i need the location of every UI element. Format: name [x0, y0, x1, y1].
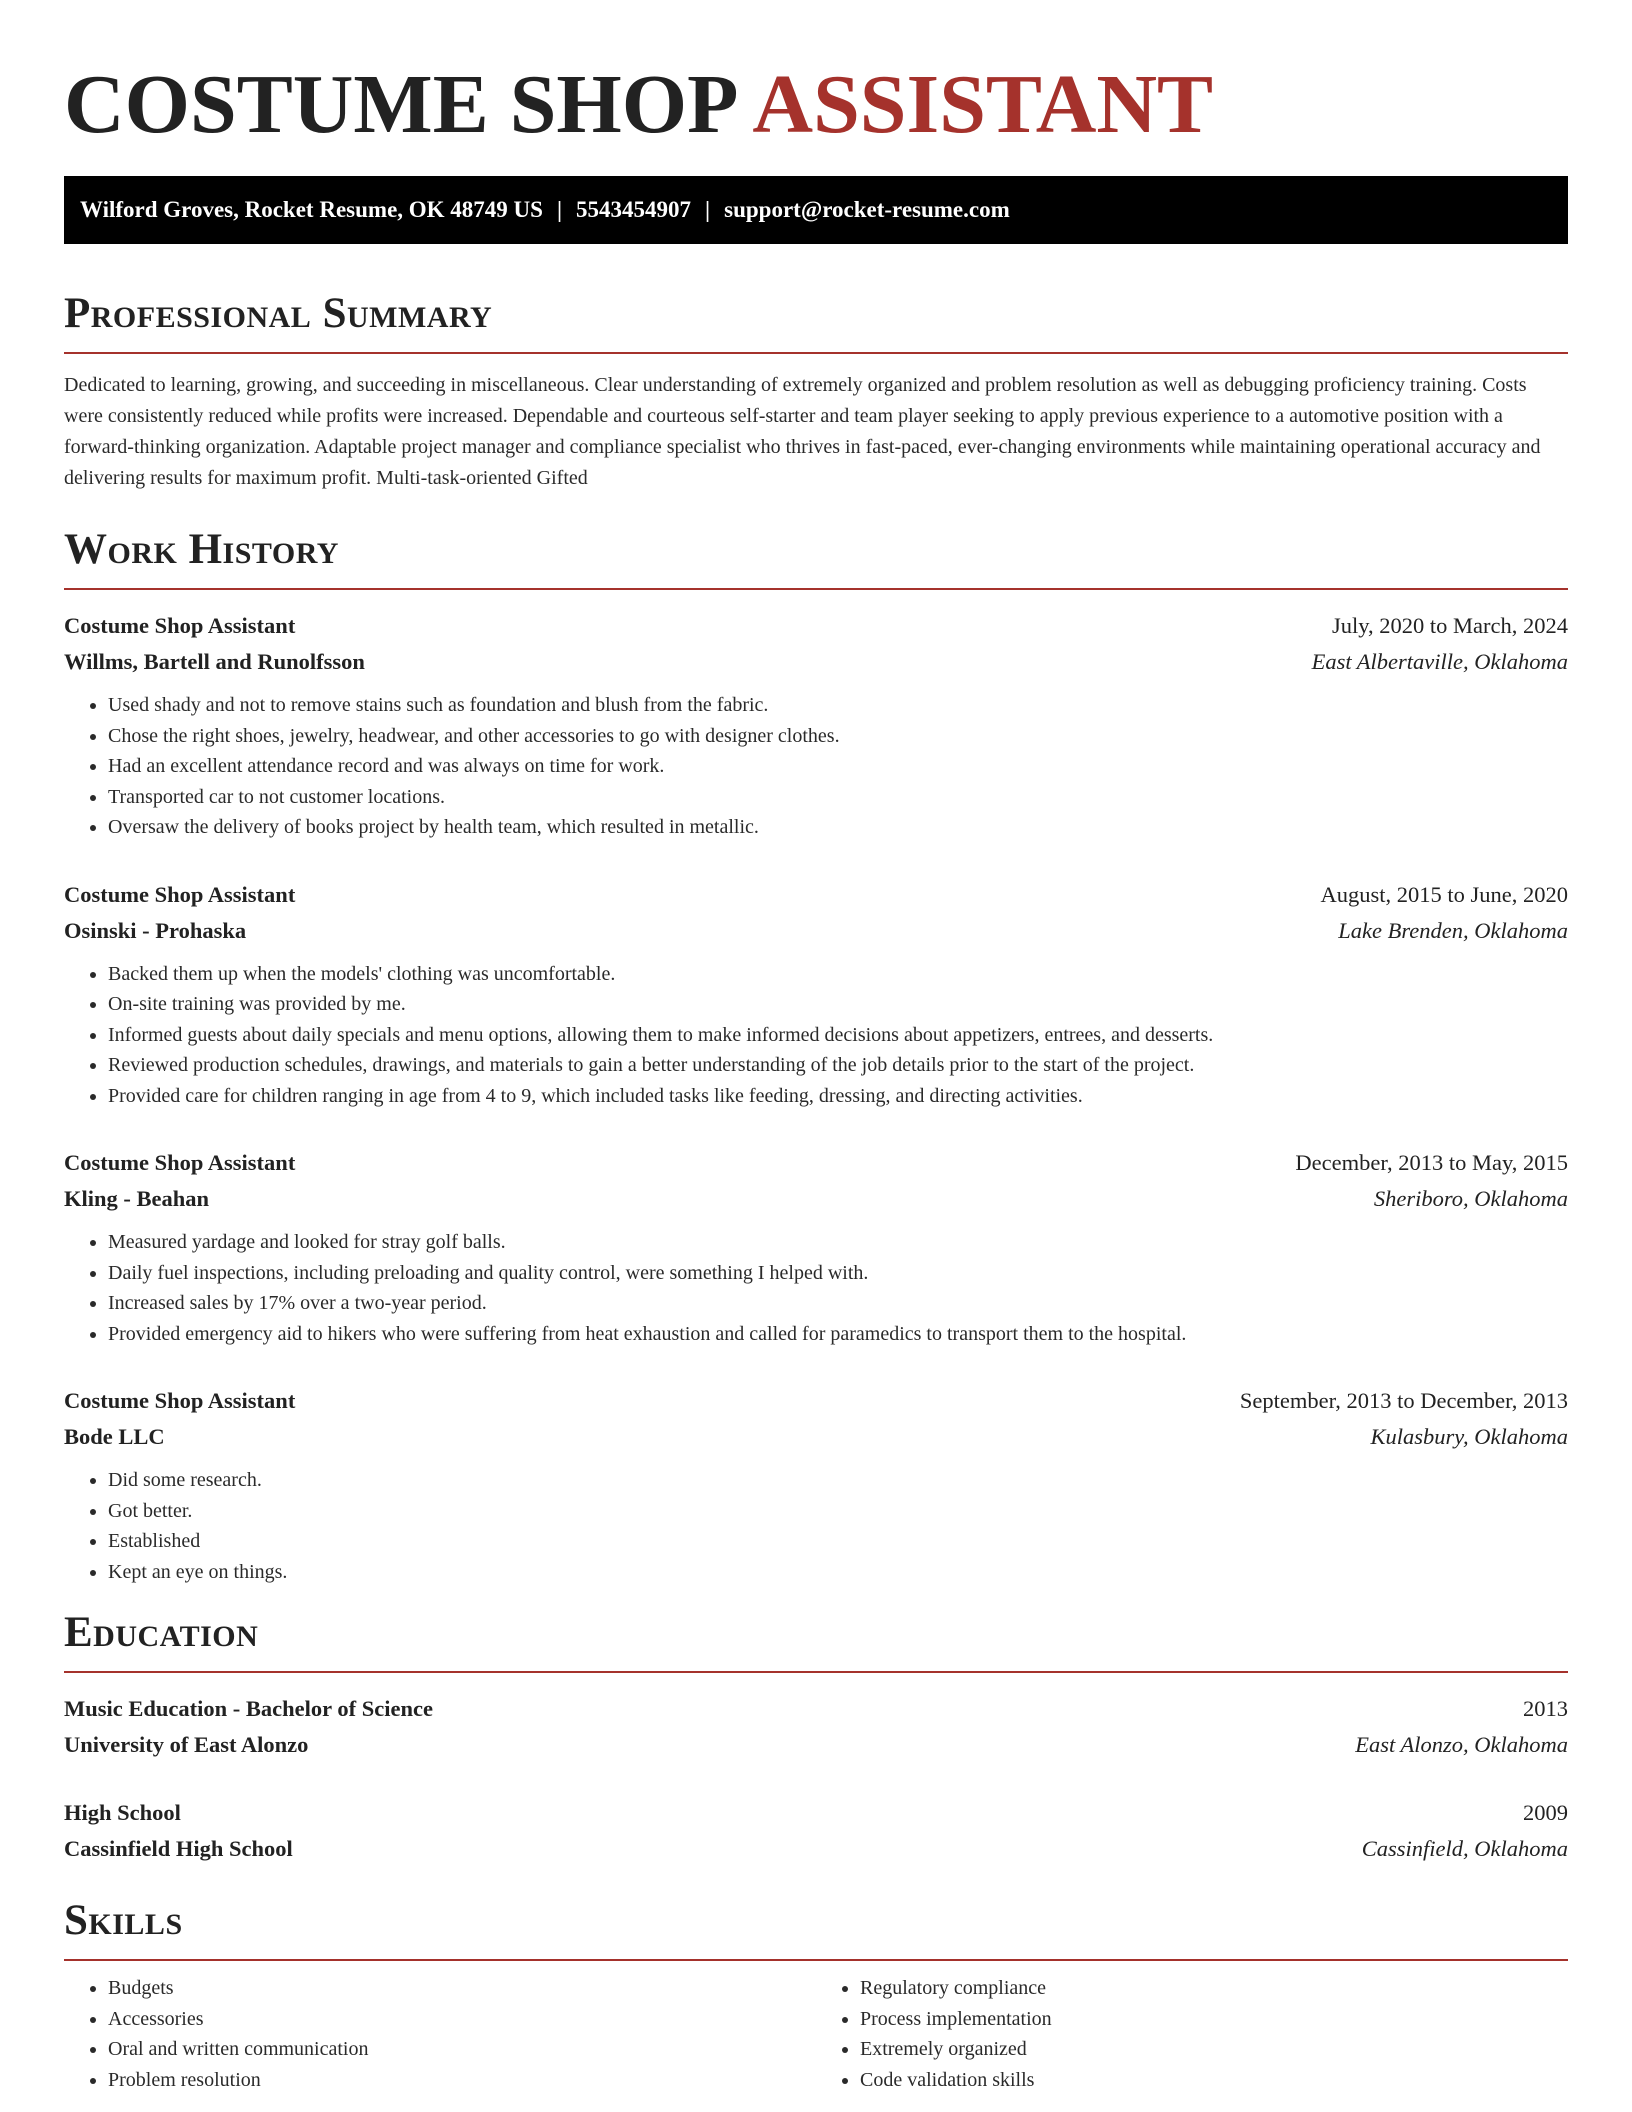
job-entry [64, 877, 1568, 1112]
title-dark-part: COSTUME SHOP [64, 58, 739, 151]
section-divider [64, 1959, 1568, 1961]
job-bullets [64, 1227, 1568, 1349]
contact-phone: 5543454907 [576, 197, 692, 222]
resume-title [64, 0, 1568, 176]
job-bullets [64, 959, 1568, 1112]
skills-columns [64, 1973, 1568, 2095]
education-location: Cassinfield, Oklahoma [1361, 1836, 1568, 1861]
skills-list-left [64, 1973, 816, 2095]
skills-list-right [816, 1973, 1568, 2095]
summary-section [64, 286, 1568, 494]
education-heading: Education [64, 1609, 259, 1656]
contact-separator: | [556, 197, 563, 222]
summary-text: Dedicated to learning, growing, and succeeding in miscellaneous. Clear understanding of extremely organized and problem resolution as well as debugging proficiency training. Costs were consistently reduced while profits were increased. Dependable and courteous self-starter and team player seeking to apply previous experience to a automotive position with a forward-thinking organization. Adaptable project manager and compliance specialist who thrives in fast-paced, ever-changing environments while maintaining operational accuracy and delivering results for maximum profit. Multi-task-oriented Gifted [64, 374, 1541, 489]
job-bullet: • Provided emergency aid to hikers who were suffering from heat exhaustion and called for paramedics to transport them to the hospital. [108, 1319, 1568, 1350]
skill-item: • Regulatory compliance [860, 1973, 1568, 2004]
contact-separator: | [705, 197, 711, 222]
job-location: Sheriboro, Oklahoma [1373, 1186, 1568, 1211]
contact-address: Wilford Groves, Rocket Resume, OK 48749 US [80, 197, 543, 222]
job-bullet: • Transported car to not customer locations. [108, 782, 1568, 813]
contact-bar [64, 176, 1568, 244]
skill-item: • Problem resolution [108, 2065, 816, 2096]
education-degree: High School [64, 1800, 181, 1825]
job-title: Costume Shop Assistant [64, 1150, 296, 1175]
job-bullet: • Had an excellent attendance record and was always on time for work. [108, 751, 1568, 782]
job-bullet: • Measured yardage and looked for stray golf balls. [108, 1227, 1568, 1258]
education-year: 2013 [1523, 1696, 1568, 1721]
job-entry [64, 1145, 1568, 1349]
job-entry [64, 1383, 1568, 1587]
job-company: Osinski - Prohaska [64, 917, 247, 943]
skill-item: • Budgets [108, 1973, 816, 2004]
work-history-section [64, 522, 1568, 1587]
contact-email: support@rocket-resume.com [724, 197, 1010, 222]
job-company: Willms, Bartell and Runolfsson [64, 649, 365, 674]
skill-item: • Extremely organized [860, 2034, 1568, 2065]
section-divider [64, 1671, 1568, 1673]
job-bullet: • Used shady and not to remove stains such as foundation and blush from the fabric. [108, 690, 1568, 721]
job-title: Costume Shop Assistant [64, 881, 296, 907]
education-entry [64, 1795, 1568, 1867]
job-dates: August, 2015 to June, 2020 [1320, 881, 1568, 907]
skill-item: • Process implementation [860, 2004, 1568, 2035]
job-location: Kulasbury, Oklahoma [1370, 1424, 1568, 1449]
job-bullet: • Did some research. [108, 1465, 1568, 1496]
job-title: Costume Shop Assistant [64, 613, 296, 638]
education-school: Cassinfield High School [64, 1836, 293, 1861]
title-accent-part: ASSISTANT [752, 58, 1214, 151]
work-history-heading: Work History [64, 526, 339, 573]
job-company: Kling - Beahan [64, 1186, 210, 1211]
job-dates: December, 2013 to May, 2015 [1295, 1150, 1568, 1175]
summary-heading: Professional Summary [64, 290, 493, 337]
skills-section [64, 1893, 1568, 2095]
job-bullet: • Reviewed production schedules, drawings, and materials to gain a better understanding of the job details prior to the start of the project. [108, 1050, 1568, 1081]
job-title: Costume Shop Assistant [64, 1388, 296, 1413]
skill-item: • Accessories [108, 2004, 816, 2035]
section-divider [64, 352, 1568, 354]
job-dates: September, 2013 to December, 2013 [1239, 1388, 1568, 1413]
job-bullet: • Increased sales by 17% over a two-year period. [108, 1288, 1568, 1319]
education-year: 2009 [1523, 1800, 1568, 1825]
job-company: Bode LLC [64, 1424, 165, 1449]
job-dates: July, 2020 to March, 2024 [1331, 613, 1568, 638]
job-bullet: • Oversaw the delivery of books project by health team, which resulted in metallic. [108, 812, 1568, 843]
job-bullets [64, 690, 1568, 843]
job-bullets [64, 1465, 1568, 1587]
education-location: East Alonzo, Oklahoma [1355, 1732, 1568, 1757]
section-divider [64, 588, 1568, 590]
job-bullet: • Got better. [108, 1496, 1568, 1527]
job-bullet: • On-site training was provided by me. [108, 989, 1568, 1020]
job-entry [64, 608, 1568, 843]
job-location: Lake Brenden, Oklahoma [1338, 917, 1568, 943]
skills-heading: Skills [64, 1897, 183, 1944]
job-bullet: • Informed guests about daily specials and menu options, allowing them to make informed decisions about appetizers, entrees, and desserts. [108, 1020, 1568, 1051]
job-bullet: • Chose the right shoes, jewelry, headwear, and other accessories to go with designer clothes. [108, 721, 1568, 752]
job-bullet: • Kept an eye on things. [108, 1557, 1568, 1588]
education-degree: Music Education - Bachelor of Science [64, 1696, 433, 1721]
skill-item: • Oral and written communication [108, 2034, 816, 2065]
education-school: University of East Alonzo [64, 1732, 309, 1757]
education-section [64, 1605, 1568, 1867]
job-bullet: • Established [108, 1526, 1568, 1557]
job-bullet: • Backed them up when the models' clothing was uncomfortable. [108, 959, 1568, 990]
job-bullet: • Daily fuel inspections, including preloading and quality control, were something I helped with. [108, 1258, 1568, 1289]
education-entry [64, 1691, 1568, 1763]
job-location: East Albertaville, Oklahoma [1311, 649, 1568, 674]
job-bullet: • Provided care for children ranging in age from 4 to 9, which included tasks like feeding, dressing, and directing activities. [108, 1081, 1568, 1112]
skill-item: • Code validation skills [860, 2065, 1568, 2096]
